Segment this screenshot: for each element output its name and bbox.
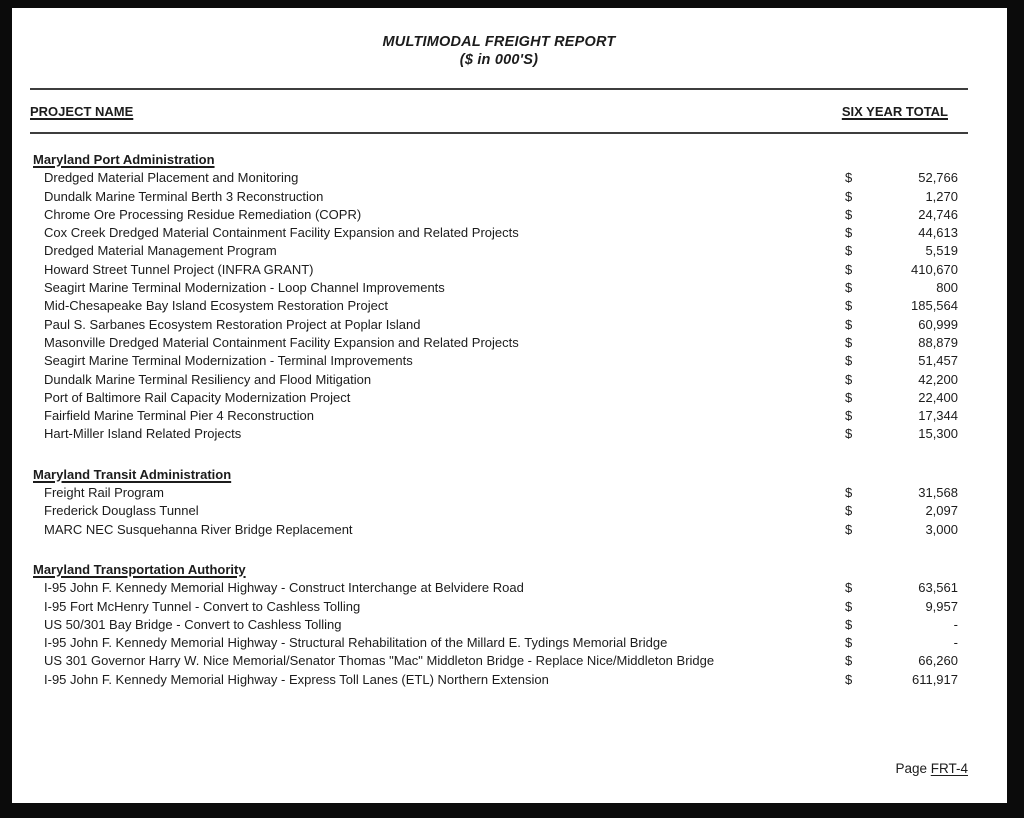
currency-symbol: $ bbox=[845, 426, 853, 442]
project-name: Cox Creek Dredged Material Containment Facility Expansion and Related Projects bbox=[44, 225, 519, 241]
project-name: Dredged Material Management Program bbox=[44, 243, 277, 259]
currency-symbol: $ bbox=[845, 635, 853, 651]
table-row bbox=[30, 206, 968, 224]
report-title-block bbox=[30, 33, 968, 69]
column-header-project-name: PROJECT NAME bbox=[30, 103, 134, 119]
currency-symbol: $ bbox=[845, 671, 853, 687]
project-name: Paul S. Sarbanes Ecosystem Restoration Project at Poplar Island bbox=[44, 316, 421, 332]
column-header-row bbox=[30, 90, 968, 132]
table-row bbox=[30, 389, 968, 407]
amount-cell bbox=[845, 425, 968, 443]
amount-value: 63,561 bbox=[918, 580, 958, 596]
project-name: US 301 Governor Harry W. Nice Memorial/Senator Thomas "Mac" Middleton Bridge - Replace Nice/Middleton Bridge bbox=[44, 653, 715, 669]
amount-cell bbox=[845, 316, 968, 334]
amount-value: 611,917 bbox=[911, 671, 958, 687]
amount-cell bbox=[845, 652, 968, 670]
project-name: I-95 John F. Kennedy Memorial Highway - Structural Rehabilitation of the Millard E. Tydings Memorial Bridge bbox=[44, 635, 668, 651]
table-section bbox=[30, 151, 968, 444]
table-row bbox=[30, 316, 968, 334]
amount-cell bbox=[845, 579, 968, 597]
table-row bbox=[30, 279, 968, 297]
amount-value: 44,613 bbox=[918, 225, 958, 241]
table-row bbox=[30, 616, 968, 634]
project-name: Mid-Chesapeake Bay Island Ecosystem Restoration Project bbox=[44, 298, 388, 314]
amount-value: 2,097 bbox=[925, 503, 958, 519]
section-header: Maryland Transit Administration bbox=[33, 466, 232, 482]
project-name: Frederick Douglass Tunnel bbox=[44, 503, 199, 519]
project-name: Masonville Dredged Material Containment Facility Expansion and Related Projects bbox=[44, 334, 519, 350]
amount-cell bbox=[845, 224, 968, 242]
amount-cell bbox=[845, 389, 968, 407]
amount-cell bbox=[845, 242, 968, 260]
amount-cell bbox=[845, 521, 968, 539]
currency-symbol: $ bbox=[845, 170, 853, 186]
section-rows bbox=[30, 579, 968, 689]
currency-symbol: $ bbox=[845, 389, 853, 405]
amount-cell bbox=[845, 206, 968, 224]
amount-value: 52,766 bbox=[918, 170, 958, 186]
amount-value: 24,746 bbox=[918, 206, 958, 222]
project-name: Port of Baltimore Rail Capacity Modernization Project bbox=[44, 389, 351, 405]
amount-cell bbox=[845, 671, 968, 689]
currency-symbol: $ bbox=[845, 280, 853, 296]
table-row bbox=[30, 334, 968, 352]
currency-symbol: $ bbox=[845, 485, 853, 501]
project-name: Dundalk Marine Terminal Berth 3 Reconstruction bbox=[44, 188, 324, 204]
report-page bbox=[12, 8, 1007, 803]
project-name: Hart-Miller Island Related Projects bbox=[44, 426, 242, 442]
currency-symbol: $ bbox=[845, 316, 853, 332]
table-row bbox=[30, 502, 968, 520]
page-label: Page bbox=[895, 761, 927, 777]
table-row bbox=[30, 521, 968, 539]
section-header: Maryland Transportation Authority bbox=[33, 561, 246, 577]
table-row bbox=[30, 579, 968, 597]
project-name: Chrome Ore Processing Residue Remediation (COPR) bbox=[44, 206, 362, 222]
currency-symbol: $ bbox=[845, 206, 853, 222]
table-row bbox=[30, 352, 968, 370]
table-row bbox=[30, 407, 968, 425]
table-row bbox=[30, 261, 968, 279]
amount-value: 185,564 bbox=[911, 298, 958, 314]
currency-symbol: $ bbox=[845, 334, 853, 350]
currency-symbol: $ bbox=[845, 408, 853, 424]
amount-value: 800 bbox=[936, 280, 958, 296]
amount-cell bbox=[845, 279, 968, 297]
amount-value: 410,670 bbox=[911, 261, 958, 277]
amount-cell bbox=[845, 169, 968, 187]
project-name: I-95 John F. Kennedy Memorial Highway - Express Toll Lanes (ETL) Northern Extension bbox=[44, 671, 549, 687]
header-bottom-rule bbox=[30, 132, 968, 134]
table-row bbox=[30, 484, 968, 502]
amount-value: 3,000 bbox=[925, 521, 958, 537]
report-title: MULTIMODAL FREIGHT REPORT bbox=[382, 34, 616, 50]
table-row bbox=[30, 169, 968, 187]
amount-cell bbox=[845, 297, 968, 315]
project-name: Dredged Material Placement and Monitoring bbox=[44, 170, 299, 186]
amount-cell bbox=[845, 502, 968, 520]
project-name: MARC NEC Susquehanna River Bridge Replacement bbox=[44, 521, 353, 537]
section-rows bbox=[30, 484, 968, 539]
table-row bbox=[30, 297, 968, 315]
amount-cell bbox=[845, 261, 968, 279]
amount-value: 1,270 bbox=[925, 188, 958, 204]
amount-cell bbox=[845, 407, 968, 425]
amount-cell bbox=[845, 616, 968, 634]
amount-value: 9,957 bbox=[925, 598, 958, 614]
table-body bbox=[30, 151, 968, 689]
amount-cell bbox=[845, 371, 968, 389]
table-row bbox=[30, 242, 968, 260]
table-row bbox=[30, 188, 968, 206]
project-name: Howard Street Tunnel Project (INFRA GRANT) bbox=[44, 261, 314, 277]
currency-symbol: $ bbox=[845, 653, 853, 669]
currency-symbol: $ bbox=[845, 243, 853, 259]
project-name: I-95 Fort McHenry Tunnel - Convert to Cashless Tolling bbox=[44, 598, 361, 614]
amount-value: 66,260 bbox=[918, 653, 958, 669]
amount-cell bbox=[845, 334, 968, 352]
amount-value: 88,879 bbox=[918, 334, 958, 350]
currency-symbol: $ bbox=[845, 580, 853, 596]
page-number: FRT-4 bbox=[930, 761, 968, 777]
column-header-six-year-total: SIX YEAR TOTAL bbox=[841, 103, 948, 119]
project-name: US 50/301 Bay Bridge - Convert to Cashless Tolling bbox=[44, 616, 342, 632]
currency-symbol: $ bbox=[845, 371, 853, 387]
amount-value: 17,344 bbox=[918, 408, 958, 424]
currency-symbol: $ bbox=[845, 298, 853, 314]
amount-value: 15,300 bbox=[918, 426, 958, 442]
page-footer bbox=[30, 761, 968, 776]
table-row bbox=[30, 634, 968, 652]
table-row bbox=[30, 652, 968, 670]
amount-cell bbox=[845, 634, 968, 652]
table-section bbox=[30, 466, 968, 539]
currency-symbol: $ bbox=[845, 261, 853, 277]
project-name: Freight Rail Program bbox=[44, 485, 164, 501]
amount-value: - bbox=[953, 616, 958, 632]
currency-symbol: $ bbox=[845, 503, 853, 519]
amount-cell bbox=[845, 484, 968, 502]
amount-value: 5,519 bbox=[925, 243, 958, 259]
table-row bbox=[30, 671, 968, 689]
amount-value: 51,457 bbox=[918, 353, 958, 369]
currency-symbol: $ bbox=[845, 225, 853, 241]
currency-symbol: $ bbox=[845, 616, 853, 632]
section-header: Maryland Port Administration bbox=[33, 152, 215, 167]
currency-symbol: $ bbox=[845, 188, 853, 204]
section-rows bbox=[30, 169, 968, 443]
project-name: I-95 John F. Kennedy Memorial Highway - Construct Interchange at Belvidere Road bbox=[44, 580, 524, 596]
table-section bbox=[30, 561, 968, 689]
project-name: Seagirt Marine Terminal Modernization - Loop Channel Improvements bbox=[44, 280, 445, 296]
amount-value: - bbox=[953, 635, 958, 651]
table-row bbox=[30, 598, 968, 616]
currency-symbol: $ bbox=[845, 521, 853, 537]
currency-symbol: $ bbox=[845, 353, 853, 369]
amount-value: 60,999 bbox=[918, 316, 958, 332]
amount-value: 42,200 bbox=[918, 371, 958, 387]
amount-cell bbox=[845, 352, 968, 370]
amount-cell bbox=[845, 598, 968, 616]
table-row bbox=[30, 224, 968, 242]
project-name: Dundalk Marine Terminal Resiliency and Flood Mitigation bbox=[44, 371, 372, 387]
project-name: Fairfield Marine Terminal Pier 4 Reconstruction bbox=[44, 408, 314, 424]
report-subtitle: ($ in 000'S) bbox=[459, 52, 539, 68]
currency-symbol: $ bbox=[845, 598, 853, 614]
amount-cell bbox=[845, 188, 968, 206]
table-row bbox=[30, 371, 968, 389]
amount-value: 22,400 bbox=[918, 389, 958, 405]
project-name: Seagirt Marine Terminal Modernization - Terminal Improvements bbox=[44, 353, 413, 369]
table-row bbox=[30, 425, 968, 443]
amount-value: 31,568 bbox=[918, 485, 958, 501]
